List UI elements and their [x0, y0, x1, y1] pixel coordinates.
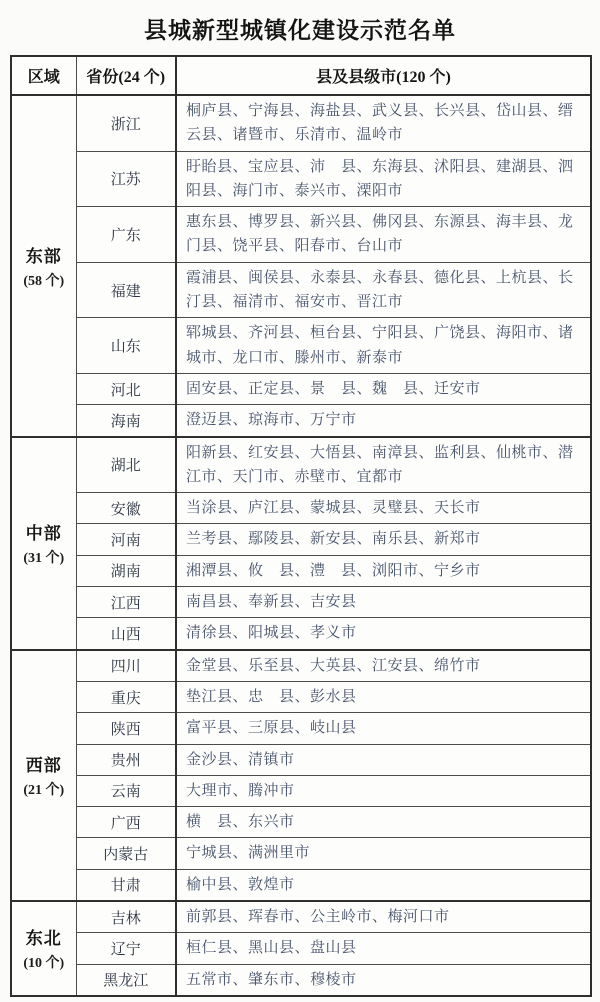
table-header-row — [11, 56, 591, 95]
counties-cell: 固安县、正定县、景 县、魏 县、迁安市 — [176, 373, 591, 404]
counties-cell: 兰考县、鄢陵县、新安县、南乐县、新郑市 — [176, 524, 591, 555]
table-row — [11, 869, 591, 901]
counties-cell: 当涂县、庐江县、蒙城县、灵璧县、天长市 — [176, 493, 591, 524]
table-row — [11, 95, 591, 151]
table-row — [11, 437, 591, 493]
table-row — [11, 933, 591, 964]
region-name: 西部 — [25, 756, 62, 776]
province-cell: 广东 — [76, 207, 176, 263]
province-cell: 安徽 — [76, 493, 176, 524]
table-row — [11, 151, 591, 207]
table-row — [11, 262, 591, 318]
region-name: 东北 — [25, 929, 62, 949]
table-row — [11, 405, 591, 437]
counties-cell: 大理市、腾冲市 — [176, 775, 591, 806]
province-cell: 吉林 — [76, 901, 176, 933]
province-cell: 重庆 — [76, 681, 176, 712]
counties-cell: 横 县、东兴市 — [176, 807, 591, 838]
region-cell — [11, 650, 76, 901]
province-cell: 海南 — [76, 405, 176, 437]
province-cell: 云南 — [76, 775, 176, 806]
province-cell: 湖北 — [76, 437, 176, 493]
table-body — [11, 95, 591, 996]
region-cell — [11, 95, 76, 437]
counties-cell: 阳新县、红安县、大悟县、南漳县、监利县、仙桃市、潜江市、天门市、赤壁市、宜都市 — [176, 437, 591, 493]
table-row — [11, 807, 591, 838]
demonstration-list-table — [10, 55, 592, 997]
province-cell: 湖南 — [76, 555, 176, 586]
counties-cell: 桐庐县、宁海县、海盐县、武义县、长兴县、岱山县、缙云县、诸暨市、乐清市、温岭市 — [176, 95, 591, 151]
col-header-region: 区域 — [11, 56, 76, 95]
counties-cell: 霞浦县、闽侯县、永泰县、永春县、德化县、上杭县、长汀县、福清市、福安市、晋江市 — [176, 262, 591, 318]
region-cell — [11, 437, 76, 650]
counties-cell: 五常市、肇东市、穆棱市 — [176, 964, 591, 996]
province-cell: 辽宁 — [76, 933, 176, 964]
table-row — [11, 373, 591, 404]
province-cell: 贵州 — [76, 744, 176, 775]
counties-cell: 郓城县、齐河县、桓台县、宁阳县、广饶县、海阳市、诸城市、龙口市、滕州市、新泰市 — [176, 318, 591, 374]
table-row — [11, 713, 591, 744]
province-cell: 山东 — [76, 318, 176, 374]
province-cell: 河南 — [76, 524, 176, 555]
region-name: 中部 — [25, 524, 62, 544]
table-row — [11, 838, 591, 869]
counties-cell: 澄迈县、琼海市、万宁市 — [176, 405, 591, 437]
table-row — [11, 318, 591, 374]
table-row — [11, 555, 591, 586]
province-cell: 黑龙江 — [76, 964, 176, 996]
region-cell — [11, 901, 76, 996]
counties-cell: 垫江县、忠 县、彭水县 — [176, 681, 591, 712]
col-header-counties: 县及县级市(120 个) — [176, 56, 591, 95]
region-count: (21 个) — [23, 783, 65, 799]
province-cell: 福建 — [76, 262, 176, 318]
province-cell: 河北 — [76, 373, 176, 404]
counties-cell: 宁城县、满洲里市 — [176, 838, 591, 869]
col-header-province: 省份(24 个) — [76, 56, 176, 95]
table-row — [11, 681, 591, 712]
table-row — [11, 744, 591, 775]
region-name: 东部 — [25, 246, 62, 266]
counties-cell: 榆中县、敦煌市 — [176, 869, 591, 901]
province-cell: 广西 — [76, 807, 176, 838]
counties-cell: 清徐县、阳城县、孝义市 — [176, 618, 591, 650]
province-cell: 陕西 — [76, 713, 176, 744]
counties-cell: 南昌县、奉新县、吉安县 — [176, 587, 591, 618]
table-row — [11, 587, 591, 618]
province-cell: 甘肃 — [76, 869, 176, 901]
counties-cell: 桓仁县、黑山县、盘山县 — [176, 933, 591, 964]
page-title: 县城新型城镇化建设示范名单 — [144, 18, 456, 43]
counties-cell: 惠东县、博罗县、新兴县、佛冈县、东源县、海丰县、龙门县、饶平县、阳春市、台山市 — [176, 207, 591, 263]
region-count: (31 个) — [23, 551, 65, 567]
table-row — [11, 524, 591, 555]
counties-cell: 盱眙县、宝应县、沛 县、东海县、沭阳县、建湖县、泗阳县、海门市、泰兴市、溧阳市 — [176, 151, 591, 207]
table-row — [11, 207, 591, 263]
province-cell: 江苏 — [76, 151, 176, 207]
region-count: (58 个) — [23, 273, 65, 289]
province-cell: 内蒙古 — [76, 838, 176, 869]
table-row — [11, 901, 591, 933]
table-row — [11, 493, 591, 524]
table-row — [11, 650, 591, 682]
table-row — [11, 775, 591, 806]
province-cell: 四川 — [76, 650, 176, 682]
region-count: (10 个) — [23, 956, 65, 972]
counties-cell: 金堂县、乐至县、大英县、江安县、绵竹市 — [176, 650, 591, 682]
counties-cell: 前郭县、珲春市、公主岭市、梅河口市 — [176, 901, 591, 933]
counties-cell: 湘潭县、攸 县、澧 县、浏阳市、宁乡市 — [176, 555, 591, 586]
province-cell: 山西 — [76, 618, 176, 650]
table-row — [11, 618, 591, 650]
province-cell: 江西 — [76, 587, 176, 618]
table-row — [11, 964, 591, 996]
province-cell: 浙江 — [76, 95, 176, 151]
counties-cell: 富平县、三原县、岐山县 — [176, 713, 591, 744]
counties-cell: 金沙县、清镇市 — [176, 744, 591, 775]
